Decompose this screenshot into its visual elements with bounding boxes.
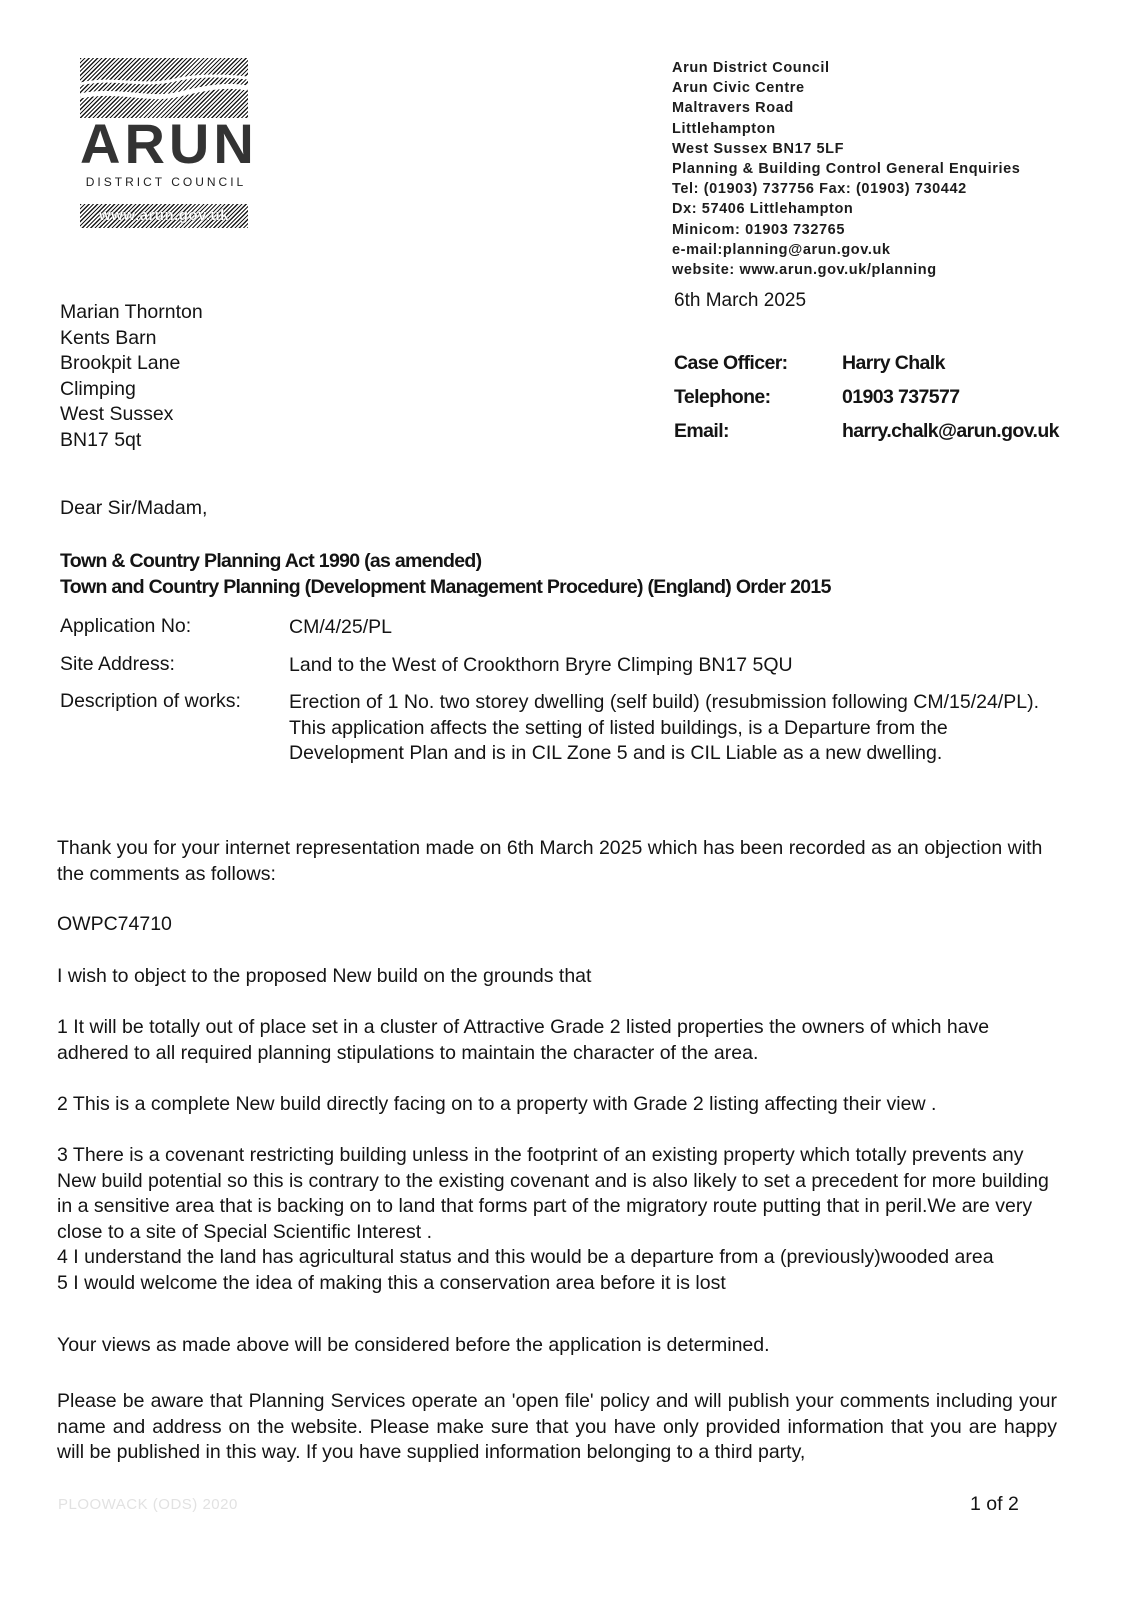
council-address-line: West Sussex BN17 5LF	[672, 140, 845, 157]
email-value[interactable]: harry.chalk@arun.gov.uk	[842, 420, 1059, 442]
council-address-line: Tel: (01903) 737756 Fax: (01903) 730442	[672, 181, 967, 198]
views-paragraph: Your views as made above will be considered before the application is determined.	[57, 1334, 770, 1356]
recipient-line: Brookpit Lane	[60, 352, 181, 374]
reference-number: OWPC74710	[57, 913, 172, 935]
objection-point-4: 4 I understand the land has agricultural status and this would be a departure from a (previously)wooded area	[57, 1246, 994, 1268]
recipient-line: Kents Barn	[60, 326, 157, 349]
logo-name: ARUN	[80, 112, 258, 175]
act-heading: Town & Country Planning Act 1990 (as amended)	[60, 550, 482, 572]
case-officer-value: Harry Chalk	[842, 352, 945, 374]
open-file-paragraph: Please be aware that Planning Services operate an 'open file' policy and will publish your comments including your name and address on the website. Please make sure that you have only provided information that you are happy will be published in this way. If you have supplied information belonging to a third party,	[57, 1390, 1057, 1463]
logo-swoosh-icon	[80, 58, 248, 118]
objection-point-2: 2 This is a complete New build directly facing on to a property with Grade 2 listing affecting their view .	[57, 1093, 937, 1115]
council-address	[672, 58, 1020, 280]
logo-website	[80, 204, 248, 228]
application-no-value: CM/4/25/PL	[289, 616, 392, 638]
objection-point-3: 3 There is a covenant restricting building unless in the footprint of an existing property which totally prevents any New build potential so this is contrary to the existing covenant and is also likely to set a precedent for more building in a sensitive area that is backing on to land that forms part of the migratory route putting that in peril.We are very close to a site of Special Scientific Interest .	[57, 1144, 1049, 1243]
telephone-label: Telephone:	[674, 386, 771, 408]
telephone-value: 01903 737577	[842, 386, 960, 408]
description-label: Description of works:	[60, 690, 241, 712]
council-address-line: Littlehampton	[672, 120, 776, 137]
description-value: Erection of 1 No. two storey dwelling (self build) (resubmission following CM/15/24/PL). This application affects the setting of listed buildings, is a Departure from the Development Plan and is in CIL Zone 5 and is CIL Liable as a new dwelling.	[289, 691, 1039, 764]
recipient-line: West Sussex	[60, 403, 174, 425]
logo-subtitle: DISTRICT COUNCIL	[85, 175, 247, 189]
case-officer-label: Case Officer:	[674, 352, 788, 374]
recipient-line: BN17 5qt	[60, 428, 142, 451]
application-no-label: Application No:	[60, 615, 192, 637]
council-logo	[80, 58, 258, 234]
council-address-line: Dx: 57406 Littlehampton	[672, 201, 854, 218]
objection-point-5: 5 I would welcome the idea of making this a conservation area before it is lost	[57, 1272, 726, 1294]
site-address-value: Land to the West of Crookthorn Bryre Climping BN17 5QU	[289, 654, 793, 676]
council-address-line: e-mail:planning@arun.gov.uk	[672, 241, 891, 258]
email-label: Email:	[674, 420, 729, 442]
page-number: 1 of 2	[970, 1493, 1019, 1515]
order-heading: Town and Country Planning (Development Management Procedure) (England) Order 2015	[60, 576, 831, 598]
site-address-label: Site Address:	[60, 653, 175, 675]
letter-date: 6th March 2025	[674, 290, 807, 311]
recipient-address	[60, 300, 203, 453]
salutation: Dear Sir/Madam,	[60, 497, 208, 519]
council-address-line: Arun Civic Centre	[672, 80, 805, 97]
council-address-line: Minicom: 01903 732765	[672, 221, 845, 238]
council-address-line: Maltravers Road	[672, 100, 794, 117]
objection-point-1: 1 It will be totally out of place set in a cluster of Attractive Grade 2 listed properties the owners of which have adhered to all required planning stipulations to maintain the character of the area.	[57, 1016, 990, 1064]
council-address-line: Planning & Building Control General Enquiries	[672, 161, 1021, 178]
council-address-line: website: www.arun.gov.uk/planning	[672, 262, 937, 279]
objection-intro: I wish to object to the proposed New build on the grounds that	[57, 965, 592, 987]
council-address-line: Arun District Council	[672, 60, 830, 76]
recipient-line: Marian Thornton	[60, 301, 203, 323]
footer-code: PLOOWACK (ODS) 2020	[58, 1496, 238, 1513]
logo-website-text: www.arun.gov.uk	[98, 207, 229, 224]
thanks-paragraph: Thank you for your internet representation made on 6th March 2025 which has been recorded as an objection with the comments as follows:	[57, 837, 1043, 885]
recipient-line: Climping	[60, 377, 136, 400]
